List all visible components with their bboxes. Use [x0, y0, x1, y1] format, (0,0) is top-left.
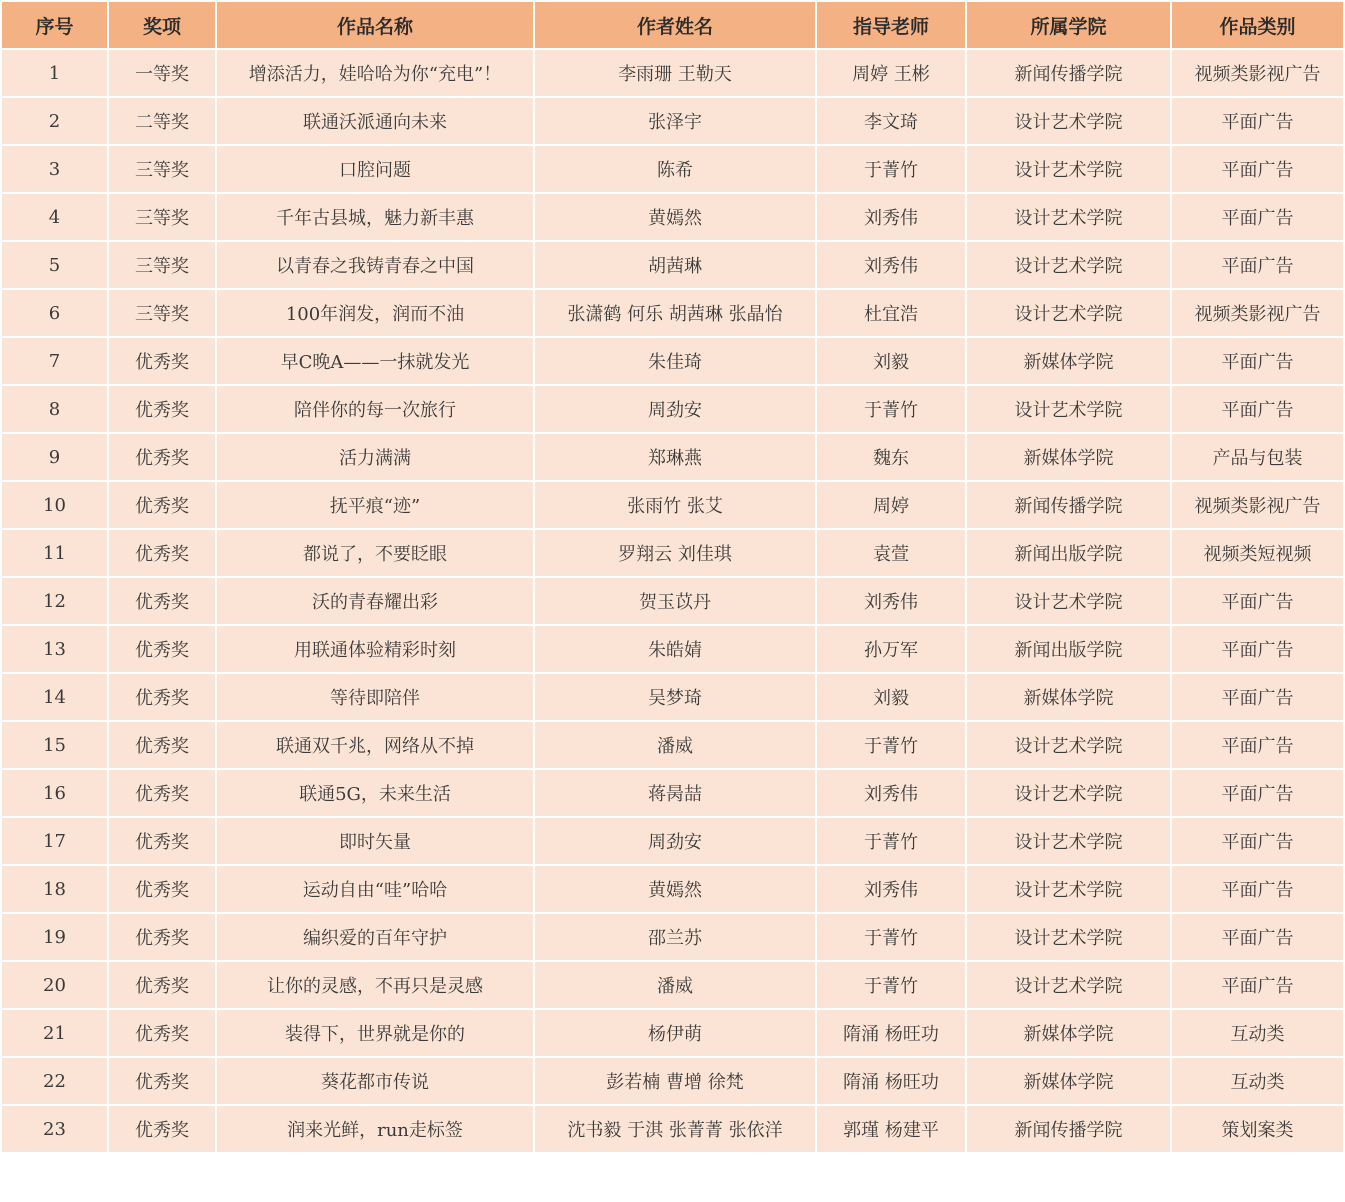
cell-advisor: 周婷 王彬: [816, 49, 966, 97]
cell-category: 平面广告: [1171, 673, 1344, 721]
cell-advisor: 杜宜浩: [816, 289, 966, 337]
cell-title: 100年润发，润而不油: [216, 289, 534, 337]
cell-award: 优秀奖: [108, 865, 216, 913]
cell-college: 设计艺术学院: [966, 193, 1171, 241]
table-row: [1, 529, 1344, 577]
cell-college: 设计艺术学院: [966, 721, 1171, 769]
column-header-category: 作品类别: [1171, 1, 1344, 49]
cell-number: 17: [1, 817, 108, 865]
cell-author: 郑琳燕: [534, 433, 816, 481]
cell-award: 优秀奖: [108, 769, 216, 817]
cell-author: 黄嫣然: [534, 865, 816, 913]
table-row: [1, 97, 1344, 145]
cell-award: 三等奖: [108, 289, 216, 337]
cell-author: 黄嫣然: [534, 193, 816, 241]
cell-number: 21: [1, 1009, 108, 1057]
cell-award: 优秀奖: [108, 337, 216, 385]
cell-award: 优秀奖: [108, 1009, 216, 1057]
cell-number: 8: [1, 385, 108, 433]
cell-author: 周劲安: [534, 817, 816, 865]
cell-advisor: 于菁竹: [816, 817, 966, 865]
cell-advisor: 于菁竹: [816, 913, 966, 961]
cell-college: 设计艺术学院: [966, 385, 1171, 433]
cell-number: 15: [1, 721, 108, 769]
cell-award: 优秀奖: [108, 433, 216, 481]
cell-category: 平面广告: [1171, 577, 1344, 625]
column-header-author: 作者姓名: [534, 1, 816, 49]
cell-award: 优秀奖: [108, 577, 216, 625]
cell-number: 22: [1, 1057, 108, 1105]
table-row: [1, 721, 1344, 769]
cell-category: 平面广告: [1171, 337, 1344, 385]
cell-advisor: 隋涌 杨旺功: [816, 1057, 966, 1105]
cell-title: 运动自由“哇”哈哈: [216, 865, 534, 913]
cell-college: 设计艺术学院: [966, 913, 1171, 961]
cell-author: 朱佳琦: [534, 337, 816, 385]
table-row: [1, 1105, 1344, 1153]
cell-title: 联通沃派通向未来: [216, 97, 534, 145]
cell-advisor: 刘秀伟: [816, 865, 966, 913]
cell-advisor: 郭瑾 杨建平: [816, 1105, 966, 1153]
cell-college: 新媒体学院: [966, 433, 1171, 481]
cell-college: 设计艺术学院: [966, 769, 1171, 817]
cell-number: 3: [1, 145, 108, 193]
header-row: [1, 1, 1344, 49]
cell-award: 优秀奖: [108, 961, 216, 1009]
table-row: [1, 385, 1344, 433]
cell-advisor: 隋涌 杨旺功: [816, 1009, 966, 1057]
cell-author: 张泽宇: [534, 97, 816, 145]
cell-college: 设计艺术学院: [966, 865, 1171, 913]
cell-award: 二等奖: [108, 97, 216, 145]
cell-college: 新媒体学院: [966, 1057, 1171, 1105]
cell-award: 优秀奖: [108, 673, 216, 721]
cell-advisor: 刘秀伟: [816, 577, 966, 625]
cell-category: 策划案类: [1171, 1105, 1344, 1153]
cell-author: 贺玉苡丹: [534, 577, 816, 625]
cell-number: 13: [1, 625, 108, 673]
cell-college: 新闻出版学院: [966, 625, 1171, 673]
cell-number: 6: [1, 289, 108, 337]
column-header-award: 奖项: [108, 1, 216, 49]
cell-title: 陪伴你的每一次旅行: [216, 385, 534, 433]
cell-author: 吴梦琦: [534, 673, 816, 721]
cell-advisor: 周婷: [816, 481, 966, 529]
cell-author: 蒋昺喆: [534, 769, 816, 817]
cell-advisor: 李文琦: [816, 97, 966, 145]
cell-advisor: 刘秀伟: [816, 769, 966, 817]
cell-number: 18: [1, 865, 108, 913]
cell-title: 即时矢量: [216, 817, 534, 865]
cell-category: 视频类影视广告: [1171, 49, 1344, 97]
column-header-advisor: 指导老师: [816, 1, 966, 49]
cell-award: 三等奖: [108, 145, 216, 193]
cell-category: 视频类短视频: [1171, 529, 1344, 577]
table-header: [1, 1, 1344, 49]
cell-college: 新媒体学院: [966, 337, 1171, 385]
cell-college: 新闻传播学院: [966, 481, 1171, 529]
cell-advisor: 刘秀伟: [816, 241, 966, 289]
cell-author: 邵兰苏: [534, 913, 816, 961]
cell-number: 9: [1, 433, 108, 481]
table-row: [1, 289, 1344, 337]
cell-category: 平面广告: [1171, 145, 1344, 193]
table-row: [1, 1009, 1344, 1057]
cell-award: 一等奖: [108, 49, 216, 97]
cell-author: 李雨珊 王勒天: [534, 49, 816, 97]
cell-advisor: 孙万军: [816, 625, 966, 673]
cell-college: 设计艺术学院: [966, 241, 1171, 289]
cell-title: 装得下，世界就是你的: [216, 1009, 534, 1057]
cell-category: 平面广告: [1171, 385, 1344, 433]
table-row: [1, 241, 1344, 289]
cell-number: 4: [1, 193, 108, 241]
cell-advisor: 魏东: [816, 433, 966, 481]
cell-category: 平面广告: [1171, 193, 1344, 241]
cell-author: 潘威: [534, 961, 816, 1009]
cell-number: 5: [1, 241, 108, 289]
cell-award: 优秀奖: [108, 721, 216, 769]
cell-title: 用联通体验精彩时刻: [216, 625, 534, 673]
table-row: [1, 913, 1344, 961]
table-row: [1, 145, 1344, 193]
cell-title: 润来光鲜，run走标签: [216, 1105, 534, 1153]
table-row: [1, 817, 1344, 865]
cell-title: 联通双千兆，网络从不掉: [216, 721, 534, 769]
cell-author: 潘威: [534, 721, 816, 769]
cell-category: 视频类影视广告: [1171, 481, 1344, 529]
cell-title: 口腔问题: [216, 145, 534, 193]
cell-title: 编织爱的百年守护: [216, 913, 534, 961]
cell-advisor: 刘毅: [816, 337, 966, 385]
cell-advisor: 刘毅: [816, 673, 966, 721]
table-row: [1, 769, 1344, 817]
cell-category: 互动类: [1171, 1057, 1344, 1105]
cell-advisor: 于菁竹: [816, 145, 966, 193]
cell-title: 让你的灵感，不再只是灵感: [216, 961, 534, 1009]
cell-award: 三等奖: [108, 241, 216, 289]
column-header-college: 所属学院: [966, 1, 1171, 49]
cell-college: 设计艺术学院: [966, 817, 1171, 865]
cell-category: 产品与包装: [1171, 433, 1344, 481]
table-row: [1, 433, 1344, 481]
table-row: [1, 49, 1344, 97]
cell-number: 23: [1, 1105, 108, 1153]
cell-number: 1: [1, 49, 108, 97]
cell-college: 新闻传播学院: [966, 49, 1171, 97]
cell-advisor: 于菁竹: [816, 961, 966, 1009]
cell-college: 设计艺术学院: [966, 289, 1171, 337]
cell-college: 新闻出版学院: [966, 529, 1171, 577]
cell-award: 优秀奖: [108, 625, 216, 673]
cell-number: 11: [1, 529, 108, 577]
table-row: [1, 625, 1344, 673]
cell-category: 平面广告: [1171, 865, 1344, 913]
cell-college: 新媒体学院: [966, 1009, 1171, 1057]
cell-award: 优秀奖: [108, 913, 216, 961]
cell-college: 设计艺术学院: [966, 961, 1171, 1009]
cell-title: 沃的青春耀出彩: [216, 577, 534, 625]
cell-award: 优秀奖: [108, 481, 216, 529]
cell-title: 葵花都市传说: [216, 1057, 534, 1105]
cell-author: 彭若楠 曹增 徐梵: [534, 1057, 816, 1105]
table-row: [1, 337, 1344, 385]
cell-title: 早C晚A——一抹就发光: [216, 337, 534, 385]
cell-college: 设计艺术学院: [966, 97, 1171, 145]
table-body: [1, 49, 1344, 1153]
table-row: [1, 481, 1344, 529]
cell-college: 新闻传播学院: [966, 1105, 1171, 1153]
cell-category: 平面广告: [1171, 625, 1344, 673]
cell-college: 设计艺术学院: [966, 577, 1171, 625]
cell-number: 16: [1, 769, 108, 817]
cell-advisor: 于菁竹: [816, 385, 966, 433]
cell-number: 12: [1, 577, 108, 625]
table-row: [1, 673, 1344, 721]
cell-award: 三等奖: [108, 193, 216, 241]
cell-author: 胡茜琳: [534, 241, 816, 289]
cell-category: 平面广告: [1171, 817, 1344, 865]
table-row: [1, 193, 1344, 241]
cell-author: 杨伊萌: [534, 1009, 816, 1057]
cell-title: 以青春之我铸青春之中国: [216, 241, 534, 289]
cell-category: 互动类: [1171, 1009, 1344, 1057]
cell-number: 7: [1, 337, 108, 385]
cell-title: 增添活力，娃哈哈为你“充电”！: [216, 49, 534, 97]
table-row: [1, 961, 1344, 1009]
cell-category: 视频类影视广告: [1171, 289, 1344, 337]
cell-author: 张雨竹 张艾: [534, 481, 816, 529]
cell-category: 平面广告: [1171, 97, 1344, 145]
cell-title: 活力满满: [216, 433, 534, 481]
cell-college: 新媒体学院: [966, 673, 1171, 721]
cell-author: 张潇鹤 何乐 胡茜琳 张晶怡: [534, 289, 816, 337]
cell-award: 优秀奖: [108, 1105, 216, 1153]
cell-award: 优秀奖: [108, 817, 216, 865]
cell-advisor: 袁萱: [816, 529, 966, 577]
cell-author: 周劲安: [534, 385, 816, 433]
cell-college: 设计艺术学院: [966, 145, 1171, 193]
cell-category: 平面广告: [1171, 721, 1344, 769]
cell-author: 沈书毅 于淇 张菁菁 张依洋: [534, 1105, 816, 1153]
cell-title: 千年古县城，魅力新丰惠: [216, 193, 534, 241]
cell-award: 优秀奖: [108, 385, 216, 433]
cell-category: 平面广告: [1171, 769, 1344, 817]
cell-title: 等待即陪伴: [216, 673, 534, 721]
cell-author: 陈希: [534, 145, 816, 193]
column-header-number: 序号: [1, 1, 108, 49]
cell-number: 10: [1, 481, 108, 529]
cell-author: 朱皓婧: [534, 625, 816, 673]
cell-number: 19: [1, 913, 108, 961]
cell-number: 20: [1, 961, 108, 1009]
cell-advisor: 刘秀伟: [816, 193, 966, 241]
cell-award: 优秀奖: [108, 1057, 216, 1105]
cell-number: 14: [1, 673, 108, 721]
column-header-title: 作品名称: [216, 1, 534, 49]
cell-award: 优秀奖: [108, 529, 216, 577]
cell-author: 罗翔云 刘佳琪: [534, 529, 816, 577]
cell-category: 平面广告: [1171, 913, 1344, 961]
cell-title: 都说了，不要眨眼: [216, 529, 534, 577]
cell-title: 联通5G，未来生活: [216, 769, 534, 817]
table-row: [1, 865, 1344, 913]
table-row: [1, 577, 1344, 625]
cell-title: 抚平痕“迹”: [216, 481, 534, 529]
cell-category: 平面广告: [1171, 961, 1344, 1009]
cell-number: 2: [1, 97, 108, 145]
table-row: [1, 1057, 1344, 1105]
cell-advisor: 于菁竹: [816, 721, 966, 769]
cell-category: 平面广告: [1171, 241, 1344, 289]
